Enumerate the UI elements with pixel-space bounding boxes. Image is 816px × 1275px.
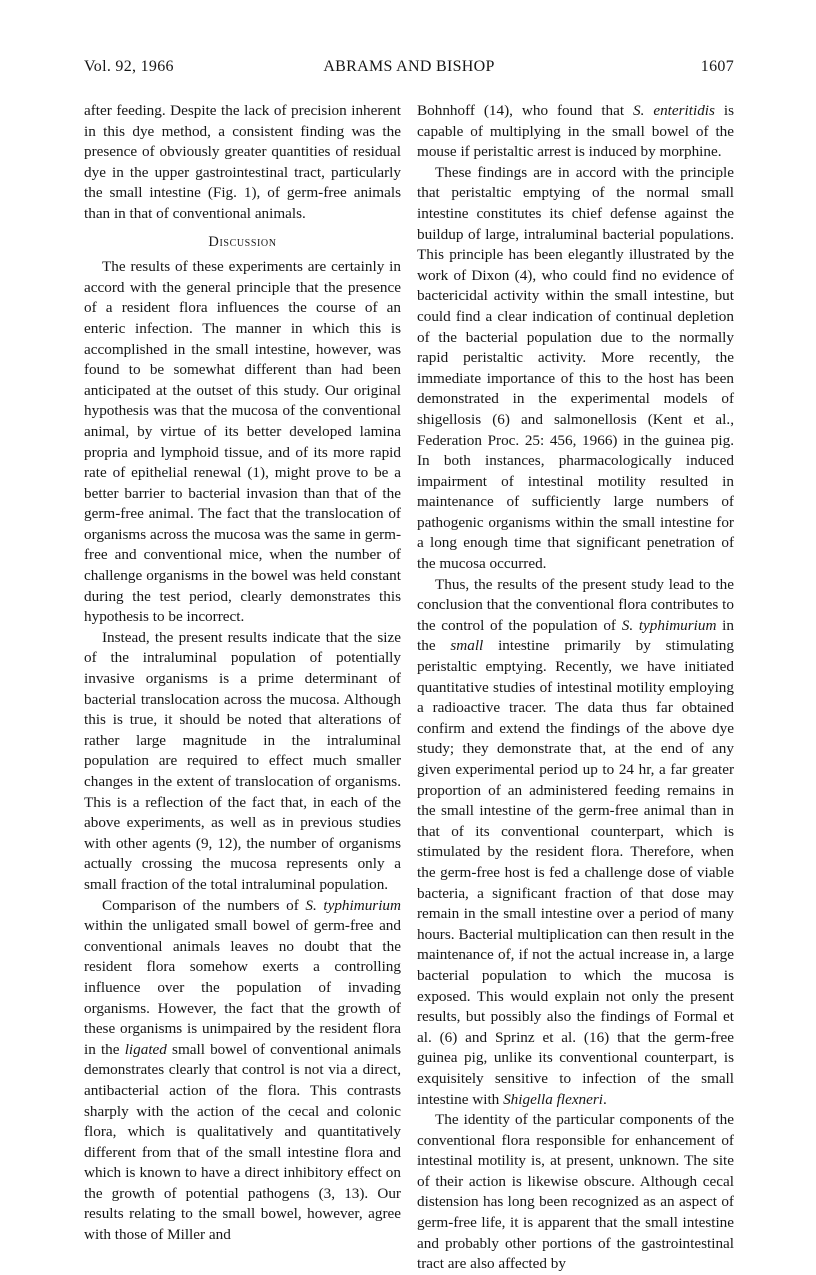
volume-label: Vol. 92, 1966: [84, 58, 174, 75]
paragraph: These findings are in accord with the principle that peristaltic emptying of the normal small intestine constitutes its chief defense against the buildup of large, intraluminal bacterial populations. This principle has been elegantly illustrated by the work of Dixon (4), who could find no evidence of bactericidal activity within the small intestine, but could find a clear indication of continual depletion of the bacterial population due to the normally rapid peristaltic activity. More recently, the immediate importance of this to the host has been demonstrated in the experimental models of shigellosis (6) and salmonellosis (Kent et al., Federation Proc. 25: 456, 1966) in the guinea pig. In both instances, pharmacologically induced impairment of intestinal motility resulted in maintenance of sufficiently large numbers of pathogenic organisms within the small intestine for a long enough time that significant penetration of the mucosa occurred.: [417, 163, 734, 573]
emphasis: small: [450, 637, 484, 655]
species-name: S. typhimurium: [305, 896, 401, 914]
species-name: S. typhimurium: [621, 616, 717, 634]
text-run: within the unligated small bowel of germ-free and conventional animals leaves no doubt that the resident flora somehow exerts a controlling influence over the population of invading organisms. However, the fact that the growth of these organisms is unimpaired by the resident flora in the: [84, 917, 401, 1058]
paragraph: [417, 575, 734, 1110]
page-number: 1607: [700, 58, 734, 75]
text-run: Comparison of the numbers of: [102, 896, 306, 914]
text-run: small bowel of conventional animals demonstrates clearly that control is not via a direct, antibacterial action of the flora. This contrasts sharply with the action of the cecal and colonic flora, which is qualitatively and quantitatively different from that of the small intestine flora and which is known to have a direct inhibitory effect on the growth of potential pathogens (3, 13). Our results relating to the small bowel, however, agree with those of Miller and: [84, 1040, 401, 1244]
running-header: [84, 58, 734, 82]
text-run: Bohnhoff (14), who found that: [417, 102, 634, 119]
paragraph: The results of these experiments are certainly in accord with the general principle that the presence of a resident flora influences the course of an enteric infection. The manner in which this is accomplished in the small intestine, however, was found to be somewhat different than had been anticipated at the outset of this study. Our original hypothesis was that the mucosa of the conventional animal, by virtue of its better developed lamina propria and lymphoid tissue, and of its more rapid rate of epithelial renewal (1), might prove to be a better barrier to bacterial invasion than that of the germ-free animal. The fact that the translocation of organisms across the mucosa was the same in germ-free and conventional mice, when the number of challenge organisms in the bowel was held constant during the test period, clearly demonstrates this hypothesis to be incorrect.: [84, 258, 401, 626]
paragraph: after feeding. Despite the lack of precision inherent in this dye method, a consistent finding was the presence of obviously greater quantities of residual dye in the upper gastrointestinal tract, particularly the small intestine (Fig. 1), of germ-free animals than in that of conventional animals.: [84, 102, 401, 222]
paragraph: The identity of the particular components of the conventional flora responsible for enhancement of intestinal motility is, at present, unknown. The site of their action is likewise obscure. Although cecal distension has long been recognized as an aspect of germ-free life, it is apparent that the small intestine and probably other portions of the gastrointestinal tract are also affected by: [417, 1111, 734, 1273]
paragraph: Instead, the present results indicate that the size of the intraluminal population of potentially invasive organisms is a prime determinant of bacterial translocation across the mucosa. Although this is true, it should be noted that alterations of rather large magnitude in the intraluminal population are required to effect much smaller changes in the extent of translocation of organisms. This is a reflection of the fact that, in each of the above experiments, as well as in previous studies with other agents (9, 12), the number of organisms actually crossing the mucosa represents only a small fraction of the total intraluminal population.: [84, 628, 401, 893]
section-heading: Discussion: [208, 233, 277, 250]
text-run: in the: [417, 616, 734, 655]
species-name: Shigella flexneri: [503, 1090, 604, 1108]
text-run: Thus, the results of the present study lead to the conclusion that the conventional flora contributes to the control of the population of: [417, 575, 734, 634]
paragraph: [84, 896, 401, 1246]
right-column: [417, 101, 734, 1275]
running-title-authors: ABRAMS AND BISHOP: [323, 58, 495, 75]
text-run: .: [603, 1090, 607, 1108]
species-name: S. enteritidis: [633, 102, 715, 119]
left-column: [84, 101, 401, 1246]
text-run: intestine primarily by stimulating peristaltic emptying. Recently, we have initiated quantitative studies of intestinal motility employing a radioactive tracer. The data thus far obtained confirm and extend the findings of the above dye study; they demonstrate that, at the end of any given experimental period up to 24 hr, a far greater proportion of an administered feeding remains in the small intestine of the germ-free animal than in that of its conventional counterpart, which is stimulated by the resident flora. Therefore, when the germ-free host is fed a challenge dose of viable bacteria, a significant fraction of that dose may remain in the small intestine over a period of many hours. Bacterial multiplication can then result in the maintenance of, if not the actual increase in, a large bacterial population to which the mucosa is exposed. This would explain not only the present results, but possibly also the findings of Formal et al. (6) and Sprinz et al. (16) that the germ-free guinea pig, unlike its conventional counterpart, is exquisitely sensitive to infection of the small intestine with: [417, 637, 734, 1108]
text-run: is capable of multiplying in the small bowel of the mouse if peristaltic arrest is induced by morphine.: [417, 102, 734, 161]
emphasis: ligated: [124, 1040, 167, 1058]
paragraph: [417, 101, 734, 163]
